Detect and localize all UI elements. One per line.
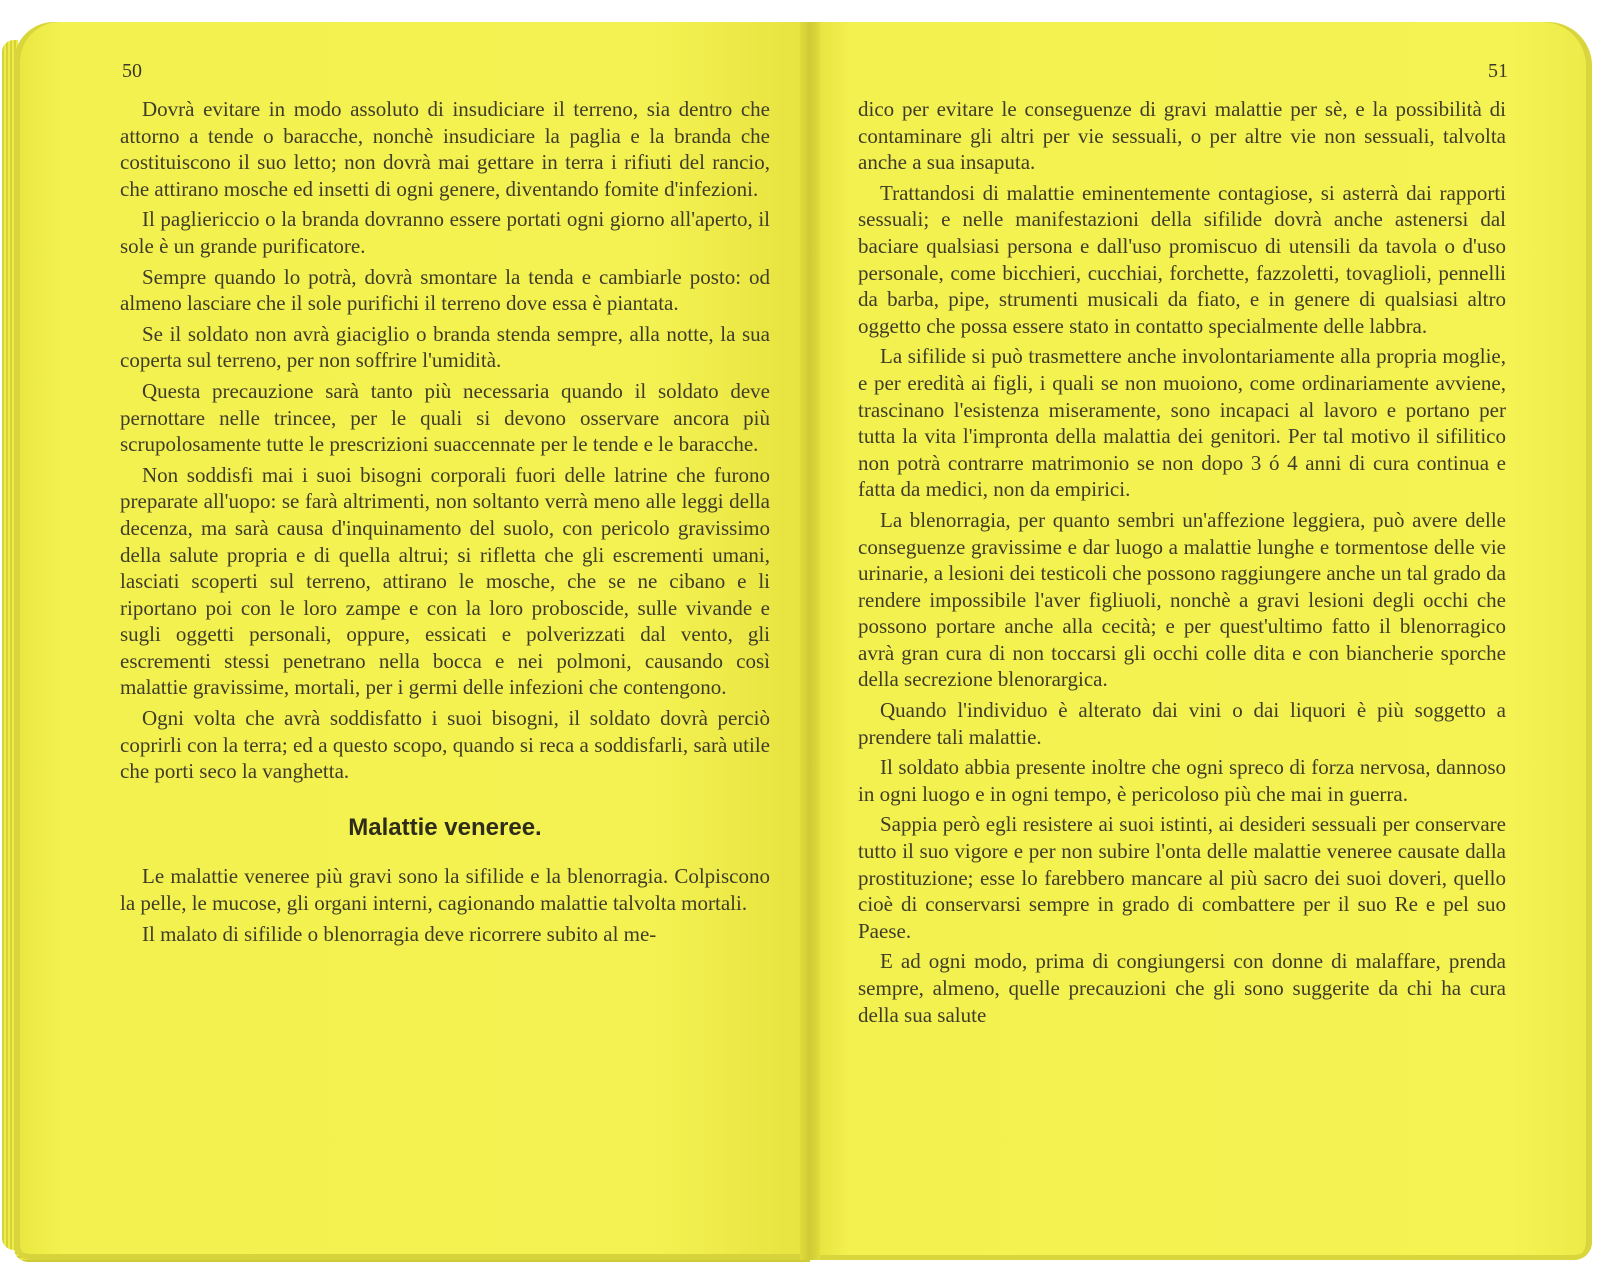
paragraph: La blenorragia, per quanto sembri un'affezione leggiera, può avere delle conseguenze gravissime e dar luogo a malattie lunghe e tormentose delle vie urinarie, a lesioni dei testicoli che possono raggiungere anche un tal grado da rendere impossibile l'aver figliuoli, nonchè a gravi lesioni degli occhi che possono portare anche alla cecità; e per quest'ultimo fatto il blenorragico avrà gran cura di non toccarsi gli occhi colle dita e con biancherie sporche della secrezione blenorargica. <box>858 507 1506 692</box>
paragraph: Il soldato abbia presente inoltre che ogni spreco di forza nervosa, dannoso in ogni luogo e in ogni tempo, è pericoloso più che mai in guerra. <box>858 755 1506 806</box>
paragraph: E ad ogni modo, prima di congiungersi con donne di malaffare, prenda sempre, almeno, quelle precauzioni che gli sono suggerite da chi ha cura della sua salute <box>858 949 1506 1027</box>
right-page-number: 51 <box>1488 60 1508 82</box>
paragraph: Se il soldato non avrà giaciglio o branda stenda sempre, alla notte, la sua coperta sul terreno, per non soffrire l'umidità. <box>120 321 770 373</box>
left-page-number: 50 <box>122 60 142 82</box>
paragraph: Sempre quando lo potrà, dovrà smontare la tenda e cambiarle posto: od almeno lasciare che il sole purifichi il terreno dove essa è piantata. <box>120 264 770 316</box>
book-gutter <box>800 22 820 1260</box>
paragraph: Sappia però egli resistere ai suoi istinti, ai desideri sessuali per conservare tutto il suo vigore e per non subire l'onta delle malattie veneree causate dalla prostituzione; esse lo farebbero mancare al più sacro dei suoi doveri, quello cioè di conservarsi sempre in grado di combattere per il suo Re e pel suo Paese. <box>858 812 1506 943</box>
paragraph: Le malattie veneree più gravi sono la sifilide e la blenorragia. Colpiscono la pelle, le mucose, gli organi interni, cagionando malattie talvolta mortali. <box>120 864 770 916</box>
paragraph: Questa precauzione sarà tanto più necessaria quando il soldato deve pernottare nelle trincee, per le quali si devono osservare ancora più scrupolosamente tutte le prescrizioni suaccennate per le tende e le baracche. <box>120 378 770 457</box>
paragraph: Ogni volta che avrà soddisfatto i suoi bisogni, il soldato dovrà perciò coprirli con la terra; ed a questo scopo, quando si reca a soddisfarli, sarà utile che porti seco la vanghetta. <box>120 706 770 784</box>
paragraph: Non soddisfi mai i suoi bisogni corporali fuori delle latrine che furono preparate all'uopo: se farà altrimenti, non soltanto verrà meno alle leggi della decenza, ma sarà causa d'inquinamento del suolo, con pericolo gravissimo della salute propria e di quella altrui; si rifletta che gli escrementi umani, lasciati scoperti sul terreno, attirano le mosche, che se ne cibano e li riportano poi con le loro zampe e con la loro proboscide, sulle vivande e sugli oggetti personali, oppure, essicati e polverizzati dal vento, gli escrementi stessi penetrano nella bocca e nei polmoni, causando così malattie gravissime, mortali, per i germi delle infezioni che contengono. <box>120 462 770 700</box>
paragraph: La sifilide si può trasmettere anche involontariamente alla propria moglie, e per eredità ai figli, i quali se non muoiono, come ordinariamente avviene, trascinano l'esistenza miseramente, sono incapaci al lavoro e portano per tutta la vita l'impronta della malattia dei genitori. Per tal motivo il sifilitico non potrà contrarre matrimonio se non dopo 3 ó 4 anni di cura continua e fatta da medici, non da empirici. <box>858 344 1506 502</box>
paragraph: Trattandosi di malattie eminentemente contagiose, si asterrà dai rapporti sessuali; e nelle manifestazioni della sifilide dovrà anche astenersi dal baciare qualsiasi persona e dall'uso promiscuo di utensili da tavola o d'uso personale, come bicchieri, cucchiai, forchette, fazzoletti, tovaglioli, pennelli da barba, pipe, strumenti musicali da fiato, e in genere di qualsiasi altro oggetto che possa essere stato in contatto specialmente delle labbra. <box>858 180 1506 338</box>
paragraph: Quando l'individuo è alterato dai vini o dai liquori è più soggetto a prendere tali malattie. <box>858 698 1506 749</box>
section-heading: Malattie veneree. <box>348 813 542 841</box>
paragraph: Il malato di sifilide o blenorragia deve ricorrere subito al me- <box>142 921 657 946</box>
paragraph: Il pagliericcio o la branda dovranno essere portati ogni giorno all'aperto, il sole è un grande purificatore. <box>120 207 770 258</box>
left-page-text <box>120 96 770 951</box>
right-page-text <box>858 96 1506 1032</box>
continued-paragraph: dico per evitare le conseguenze di gravi malattie per sè, e la possibilità di contaminare gli altri per vie sessuali, o per altre vie non sessuali, talvolta anche a sua insaputa. <box>858 97 1506 175</box>
paragraph: Dovrà evitare in modo assoluto di insudiciare il terreno, sia dentro che attorno a tende o baracche, nonchè insudiciare la paglia e la branda che costituiscono il suo letto; non dovrà mai gettare in terra i rifiuti del rancio, che attirano mosche ed insetti di ogni genere, diventando fomite d'infezioni. <box>120 97 770 201</box>
